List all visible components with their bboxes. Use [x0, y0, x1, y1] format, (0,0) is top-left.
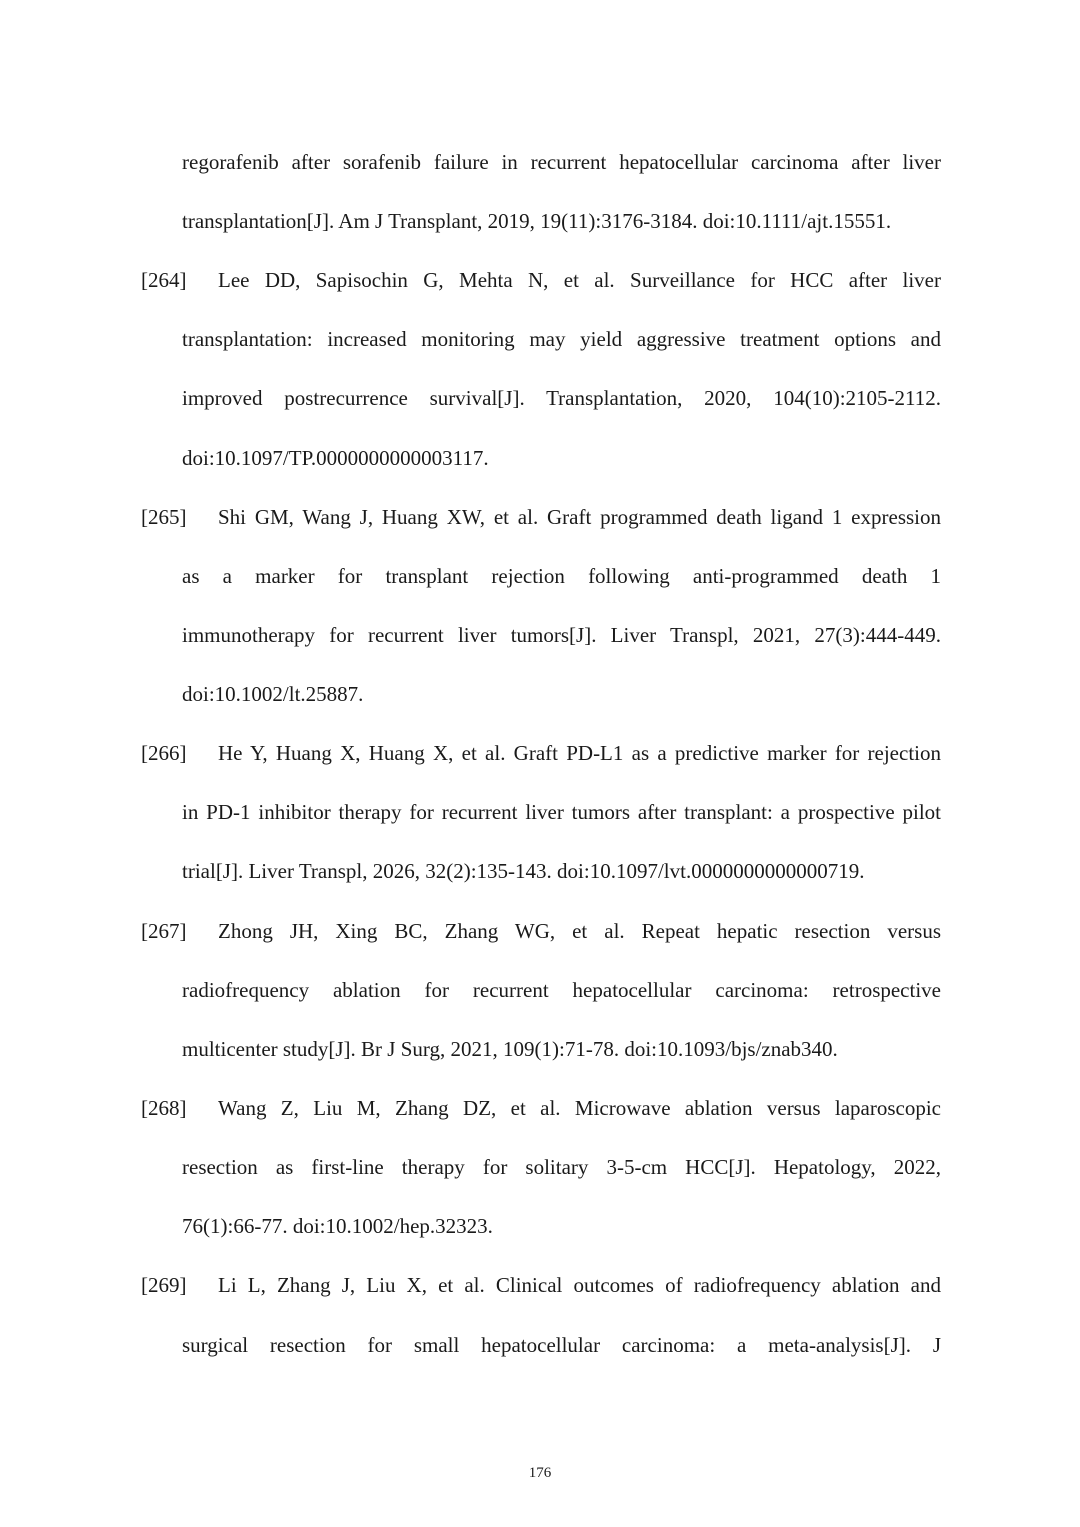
reference-263-line-1: regorafenib after sorafenib failure in recurrent hepatocellular carcinoma after liver	[182, 150, 941, 174]
reference-268-line-2: resection as first-line therapy for solitary 3-5-cm HCC[J]. Hepatology, 2022,	[182, 1155, 941, 1179]
reference-264-line-3: improved postrecurrence survival[J]. Transplantation, 2020, 104(10):2105-2112.	[182, 386, 941, 410]
reference-269-line-2: surgical resection for small hepatocellular carcinoma: a meta-analysis[J]. J	[182, 1333, 941, 1357]
reference-265-line-3: immunotherapy for recurrent liver tumors[J]. Liver Transpl, 2021, 27(3):444-449.	[182, 623, 941, 647]
reference-263-line-2: transplantation[J]. Am J Transplant, 2019, 19(11):3176-3184. doi:10.1111/ajt.15551.	[182, 209, 892, 233]
reference-266-line-1: He Y, Huang X, Huang X, et al. Graft PD-L1 as a predictive marker for rejection	[218, 741, 941, 765]
reference-267-line-3: multicenter study[J]. Br J Surg, 2021, 109(1):71-78. doi:10.1093/bjs/znab340.	[182, 1037, 838, 1061]
reference-264-line-1: Lee DD, Sapisochin G, Mehta N, et al. Surveillance for HCC after liver	[218, 268, 941, 292]
reference-268-number: [268]	[141, 1096, 187, 1120]
reference-267-line-2: radiofrequency ablation for recurrent hepatocellular carcinoma: retrospective	[182, 978, 941, 1002]
reference-264-line-4: doi:10.1097/TP.0000000000003117.	[182, 446, 489, 470]
page-number: 176	[528, 1465, 552, 1481]
reference-265-line-2: as a marker for transplant rejection following anti-programmed death 1	[182, 564, 941, 588]
reference-267-number: [267]	[141, 919, 187, 943]
reference-265-number: [265]	[141, 505, 187, 529]
reference-268-line-3: 76(1):66-77. doi:10.1002/hep.32323.	[182, 1214, 493, 1238]
reference-266-line-3: trial[J]. Liver Transpl, 2026, 32(2):135-143. doi:10.1097/lvt.0000000000000719.	[182, 859, 865, 883]
reference-264-number: [264]	[141, 268, 187, 292]
reference-269-number: [269]	[141, 1273, 187, 1297]
reference-265-line-4: doi:10.1002/lt.25887.	[182, 682, 364, 706]
reference-265-line-1: Shi GM, Wang J, Huang XW, et al. Graft programmed death ligand 1 expression	[218, 505, 941, 529]
reference-264-line-2: transplantation: increased monitoring may yield aggressive treatment options and	[182, 327, 941, 351]
reference-266-line-2: in PD-1 inhibitor therapy for recurrent liver tumors after transplant: a prospective pilot	[182, 800, 941, 824]
reference-267-line-1: Zhong JH, Xing BC, Zhang WG, et al. Repeat hepatic resection versus	[218, 919, 941, 943]
reference-266-number: [266]	[141, 741, 187, 765]
reference-269-line-1: Li L, Zhang J, Liu X, et al. Clinical outcomes of radiofrequency ablation and	[218, 1273, 941, 1297]
reference-268-line-1: Wang Z, Liu M, Zhang DZ, et al. Microwave ablation versus laparoscopic	[218, 1096, 941, 1120]
